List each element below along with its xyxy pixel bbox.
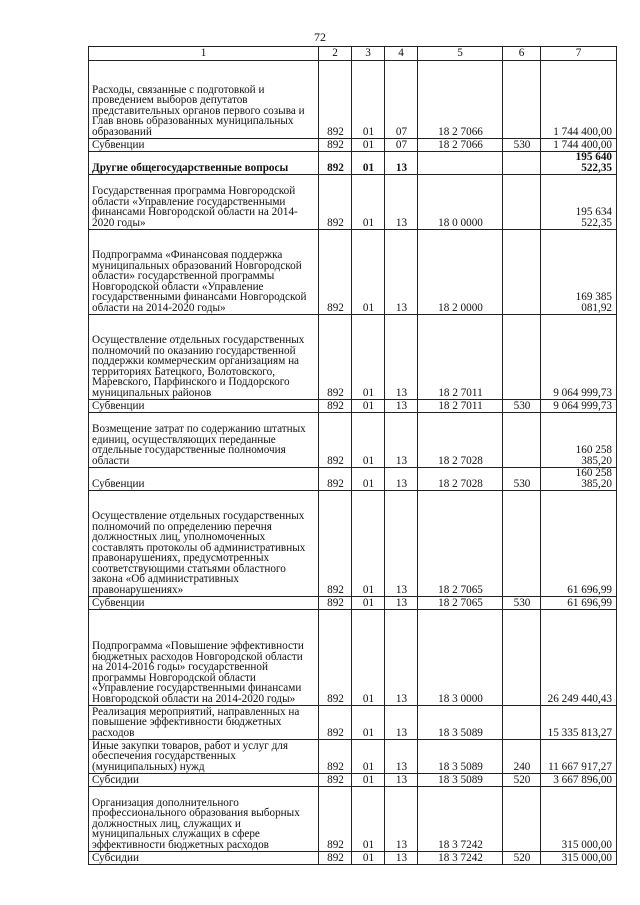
table-row — [89, 400, 617, 413]
cell-subsection-code: 13 — [385, 230, 418, 315]
cell-section-code: 01 — [352, 852, 385, 865]
cell-subsection-code: 07 — [385, 61, 418, 139]
cell-expense-name: Реализация мероприятий, направленных на повышение эффективности бюджетных расходов — [89, 706, 319, 740]
table-row — [89, 175, 617, 230]
cell-expense-name: Иные закупки товаров, работ и услуг для обеспечения государственных (муниципальных) нужд — [89, 740, 319, 774]
cell-ministry-code: 892 — [319, 740, 352, 774]
cell-target-article: 18 0 0000 — [418, 175, 503, 230]
cell-subsection-code: 13 — [385, 774, 418, 787]
cell-ministry-code: 892 — [319, 597, 352, 610]
cell-target-article: 18 3 7242 — [418, 852, 503, 865]
cell-expense-type — [503, 706, 541, 740]
cell-target-article: 18 3 5089 — [418, 706, 503, 740]
cell-expense-name: Осуществление отдельных государственных полномочий по определению перечня должностных лиц, уполномоченных составлять протоколы об административных правонарушениях, предусмотренных соответствующими статьями областного закона «Об административных правонарушениях» — [89, 491, 319, 597]
cell-expense-type — [503, 491, 541, 597]
table-row — [89, 610, 617, 706]
cell-ministry-code: 892 — [319, 787, 352, 852]
cell-subsection-code: 13 — [385, 610, 418, 706]
cell-ministry-code: 892 — [319, 413, 352, 468]
cell-amount: 195 634 522,35 — [541, 175, 617, 230]
cell-ministry-code: 892 — [319, 139, 352, 152]
cell-ministry-code: 892 — [319, 468, 352, 491]
cell-subsection-code: 13 — [385, 413, 418, 468]
cell-ministry-code: 892 — [319, 400, 352, 413]
cell-target-article: 18 3 0000 — [418, 610, 503, 706]
cell-expense-name: Субсидии — [89, 774, 319, 787]
cell-expense-type — [503, 610, 541, 706]
column-header: 5 — [418, 47, 503, 61]
table-row — [89, 315, 617, 400]
cell-section-code: 01 — [352, 774, 385, 787]
cell-section-code: 01 — [352, 610, 385, 706]
cell-ministry-code: 892 — [319, 852, 352, 865]
cell-expense-name: Организация дополнительного профессионального образования выборных должностных лиц, служащих и муниципальных служащих в сфере эффективности бюджетных расходов — [89, 787, 319, 852]
cell-amount: 315 000,00 — [541, 852, 617, 865]
table-row — [89, 787, 617, 852]
table-row — [89, 413, 617, 468]
table-row — [89, 491, 617, 597]
cell-expense-name: Подпрограмма «Повышение эффективности бюджетных расходов Новгородской области на 2014-2016 годы» государственной программы Новгородской области «Управление государственными финансами Новгородской области на 2014-2020 годы» — [89, 610, 319, 706]
cell-section-code: 01 — [352, 597, 385, 610]
cell-ministry-code: 892 — [319, 315, 352, 400]
cell-ministry-code: 892 — [319, 152, 352, 175]
cell-expense-type: 530 — [503, 139, 541, 152]
cell-target-article: 18 2 7065 — [418, 491, 503, 597]
cell-section-code: 01 — [352, 787, 385, 852]
cell-section-code: 01 — [352, 230, 385, 315]
cell-subsection-code: 13 — [385, 740, 418, 774]
cell-expense-name: Субвенции — [89, 139, 319, 152]
cell-subsection-code: 13 — [385, 152, 418, 175]
cell-amount: 195 640 522,35 — [541, 152, 617, 175]
cell-subsection-code: 13 — [385, 400, 418, 413]
cell-expense-name: Осуществление отдельных государственных полномочий по оказанию государственной поддержки коммерческим организациям на территориях Батецкого, Волотовского, Маревского, Парфинского и Поддорского муниципальных районов — [89, 315, 319, 400]
cell-target-article: 18 2 7011 — [418, 400, 503, 413]
cell-amount: 1 744 400,00 — [541, 139, 617, 152]
column-header: 2 — [319, 47, 352, 61]
budget-table — [88, 46, 617, 865]
cell-section-code: 01 — [352, 468, 385, 491]
cell-target-article: 18 2 7065 — [418, 597, 503, 610]
column-header: 7 — [541, 47, 617, 61]
table-row — [89, 61, 617, 139]
cell-amount: 160 258 385,20 — [541, 468, 617, 491]
cell-ministry-code: 892 — [319, 175, 352, 230]
cell-section-code: 01 — [352, 175, 385, 230]
cell-section-code: 01 — [352, 491, 385, 597]
cell-target-article: 18 2 7028 — [418, 468, 503, 491]
cell-amount: 11 667 917,27 — [541, 740, 617, 774]
column-header: 6 — [503, 47, 541, 61]
cell-subsection-code: 07 — [385, 139, 418, 152]
cell-subsection-code: 13 — [385, 597, 418, 610]
cell-section-code: 01 — [352, 706, 385, 740]
cell-target-article — [418, 152, 503, 175]
cell-expense-name: Субвенции — [89, 400, 319, 413]
cell-subsection-code: 13 — [385, 315, 418, 400]
table-row — [89, 852, 617, 865]
cell-expense-type — [503, 175, 541, 230]
cell-expense-type — [503, 787, 541, 852]
cell-subsection-code: 13 — [385, 491, 418, 597]
cell-amount: 3 667 896,00 — [541, 774, 617, 787]
cell-expense-name: Возмещение затрат по содержанию штатных единиц, осуществляющих переданные отдельные государственные полномочия области — [89, 413, 319, 468]
column-header: 4 — [385, 47, 418, 61]
cell-expense-type: 240 — [503, 740, 541, 774]
cell-amount: 160 258 385,20 — [541, 413, 617, 468]
cell-target-article: 18 2 7066 — [418, 139, 503, 152]
cell-expense-type — [503, 61, 541, 139]
cell-target-article: 18 3 5089 — [418, 774, 503, 787]
cell-amount: 15 335 813,27 — [541, 706, 617, 740]
cell-expense-name: Государственная программа Новгородской области «Управление государственными финансами Новгородской области на 2014-2020 годы» — [89, 175, 319, 230]
cell-section-code: 01 — [352, 139, 385, 152]
cell-expense-type — [503, 152, 541, 175]
cell-amount: 9 064 999,73 — [541, 315, 617, 400]
cell-expense-name: Подпрограмма «Финансовая поддержка муниципальных образований Новгородской области» государственной программы Новгородской области «Управление государственными финансами Новгородской области на 2014-2020 годы» — [89, 230, 319, 315]
column-header: 1 — [89, 47, 319, 61]
cell-ministry-code: 892 — [319, 230, 352, 315]
cell-ministry-code: 892 — [319, 610, 352, 706]
table-row — [89, 597, 617, 610]
cell-section-code: 01 — [352, 152, 385, 175]
cell-expense-type — [503, 413, 541, 468]
cell-expense-type: 530 — [503, 400, 541, 413]
cell-target-article: 18 2 7011 — [418, 315, 503, 400]
cell-expense-name: Субсидии — [89, 852, 319, 865]
cell-expense-type — [503, 230, 541, 315]
column-header: 3 — [352, 47, 385, 61]
table-row — [89, 774, 617, 787]
table-row — [89, 706, 617, 740]
cell-ministry-code: 892 — [319, 491, 352, 597]
cell-subsection-code: 13 — [385, 706, 418, 740]
cell-target-article: 18 2 7028 — [418, 413, 503, 468]
cell-subsection-code: 13 — [385, 468, 418, 491]
cell-expense-type: 520 — [503, 852, 541, 865]
cell-expense-name: Субвенции — [89, 597, 319, 610]
cell-section-code: 01 — [352, 315, 385, 400]
cell-expense-name: Субвенции — [89, 468, 319, 491]
cell-amount: 9 064 999,73 — [541, 400, 617, 413]
cell-expense-name: Другие общегосударственные вопросы — [89, 152, 319, 175]
table-row — [89, 139, 617, 152]
table-header-row — [89, 47, 617, 61]
table-row — [89, 468, 617, 491]
cell-amount: 61 696,99 — [541, 597, 617, 610]
cell-expense-type: 520 — [503, 774, 541, 787]
cell-section-code: 01 — [352, 400, 385, 413]
cell-subsection-code: 13 — [385, 787, 418, 852]
cell-target-article: 18 3 5089 — [418, 740, 503, 774]
cell-amount: 61 696,99 — [541, 491, 617, 597]
cell-expense-type: 530 — [503, 468, 541, 491]
cell-section-code: 01 — [352, 740, 385, 774]
table-row — [89, 230, 617, 315]
cell-amount: 315 000,00 — [541, 787, 617, 852]
cell-target-article: 18 2 7066 — [418, 61, 503, 139]
cell-amount: 26 249 440,43 — [541, 610, 617, 706]
table-row — [89, 740, 617, 774]
cell-target-article: 18 3 7242 — [418, 787, 503, 852]
cell-ministry-code: 892 — [319, 774, 352, 787]
cell-expense-type — [503, 315, 541, 400]
cell-amount: 169 385 081,92 — [541, 230, 617, 315]
cell-expense-type: 530 — [503, 597, 541, 610]
page-number: 72 — [314, 30, 326, 44]
cell-subsection-code: 13 — [385, 175, 418, 230]
cell-section-code: 01 — [352, 61, 385, 139]
cell-expense-name: Расходы, связанные с подготовкой и проведением выборов депутатов представительных органов первого созыва и Глав вновь образованных муниципальных образований — [89, 61, 319, 139]
cell-ministry-code: 892 — [319, 61, 352, 139]
cell-section-code: 01 — [352, 413, 385, 468]
table-body — [89, 61, 617, 865]
cell-amount: 1 744 400,00 — [541, 61, 617, 139]
table-row — [89, 152, 617, 175]
cell-ministry-code: 892 — [319, 706, 352, 740]
cell-target-article: 18 2 0000 — [418, 230, 503, 315]
cell-subsection-code: 13 — [385, 852, 418, 865]
